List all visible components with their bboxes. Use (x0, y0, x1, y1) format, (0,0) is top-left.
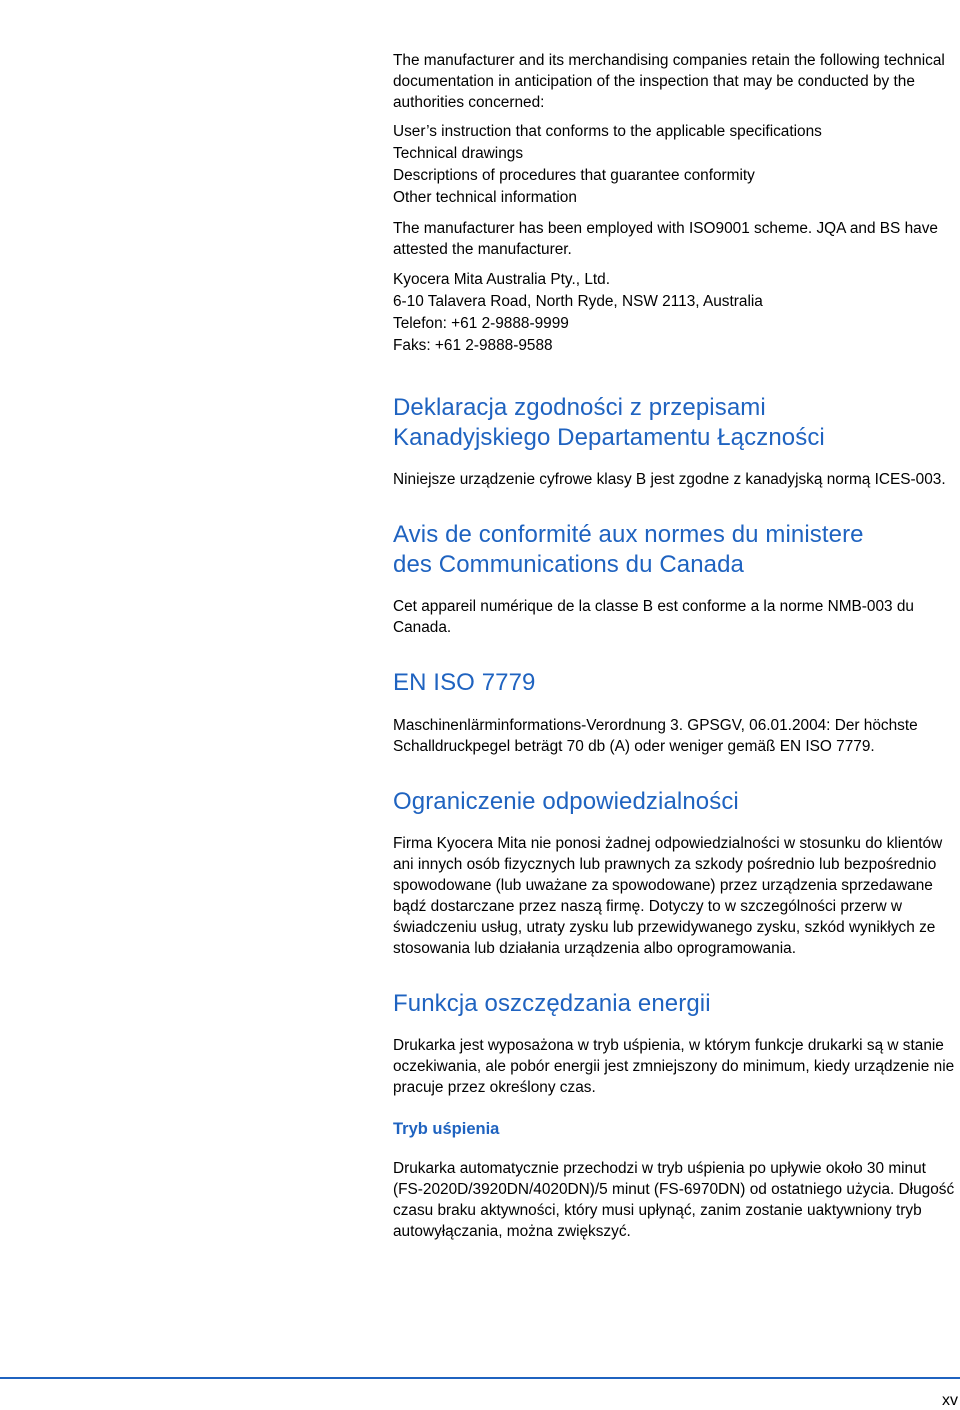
street-address: 6-10 Talavera Road, North Ryde, NSW 2113, Australia (393, 293, 763, 310)
liability-body: Firma Kyocera Mita nie ponosi żadnej odpowiedzialności w stosunku do klientów ani innych osób fizycznych lub prawnych za szkody pośrednio lub bezpośrednio spowodowane (lub uważane za spowodowane) przez urządzenia sprzedawane bądź dostarczane przez naszą firmę. Dotyczy to w szczególności przerw w świadczeniu usług, utraty zysku lub przewidywanego zysku, szkód wynikłych ze stosowania lub działania urządzenia albo oprogramowania. (393, 835, 943, 957)
address-block (393, 269, 955, 357)
iso-statement: The manufacturer has been employed with ISO9001 scheme. JQA and BS have attested the manufacturer. (393, 220, 938, 258)
technical-docs-list (393, 121, 955, 209)
canada-fr-body: Cet appareil numérique de la classe B est conforme a la norme NMB-003 du Canada. (393, 598, 914, 636)
heading-line: Deklaracja zgodności z przepisami (393, 394, 766, 421)
canada-pl-heading (393, 393, 955, 453)
heading-line: des Communications du Canada (393, 551, 744, 578)
page-number: xv (942, 1392, 958, 1409)
liability-heading: Ograniczenie odpowiedzialności (393, 788, 739, 815)
list-item: User’s instruction that conforms to the applicable specifications (393, 123, 822, 140)
phone-number: Telefon: +61 2-9888-9999 (393, 315, 569, 332)
list-item: Descriptions of procedures that guarantee conformity (393, 167, 755, 184)
en-iso-heading: EN ISO 7779 (393, 669, 536, 696)
energy-body: Drukarka jest wyposażona w tryb uśpienia, w którym funkcje drukarki są w stanie oczekiwania, ale pobór energii jest zmniejszony do minimum, kiedy urządzenie nie pracuje przez określony czas. (393, 1037, 955, 1096)
sleep-mode-body: Drukarka automatycznie przechodzi w tryb uśpienia po upływie około 30 minut (FS-2020D/3920DN/4020DN)/5 minut (FS-6970DN) od ostatniego użycia. Długość czasu braku aktywności, który musi upłynąć, zanim zostanie uaktywniony tryb autowyłączania, można zwiększyć. (393, 1160, 955, 1240)
company-name: Kyocera Mita Australia Pty., Ltd. (393, 271, 610, 288)
en-iso-body: Maschinenlärminformations-Verordnung 3. GPSGV, 06.01.2004: Der höchste Schalldruckpegel beträgt 70 db (A) oder weniger gemäß EN ISO 7779. (393, 717, 918, 755)
footer-rule (0, 1377, 960, 1379)
energy-heading: Funkcja oszczędzania energii (393, 990, 711, 1017)
canada-pl-body: Niniejsze urządzenie cyfrowe klasy B jest zgodne z kanadyjską normą ICES-003. (393, 471, 946, 488)
list-item: Technical drawings (393, 145, 524, 162)
intro-paragraph: The manufacturer and its merchandising companies retain the following technical documentation in anticipation of the inspection that may be conducted by the authorities concerned: (393, 52, 945, 111)
sleep-mode-heading: Tryb uśpienia (393, 1120, 500, 1138)
heading-line: Avis de conformité aux normes du ministere (393, 521, 864, 548)
fax-number: Faks: +61 2-9888-9588 (393, 337, 553, 354)
heading-line: Kanadyjskiego Departamentu Łączności (393, 424, 825, 451)
page-content (393, 50, 955, 1242)
list-item: Other technical information (393, 189, 577, 206)
canada-fr-heading (393, 520, 955, 580)
